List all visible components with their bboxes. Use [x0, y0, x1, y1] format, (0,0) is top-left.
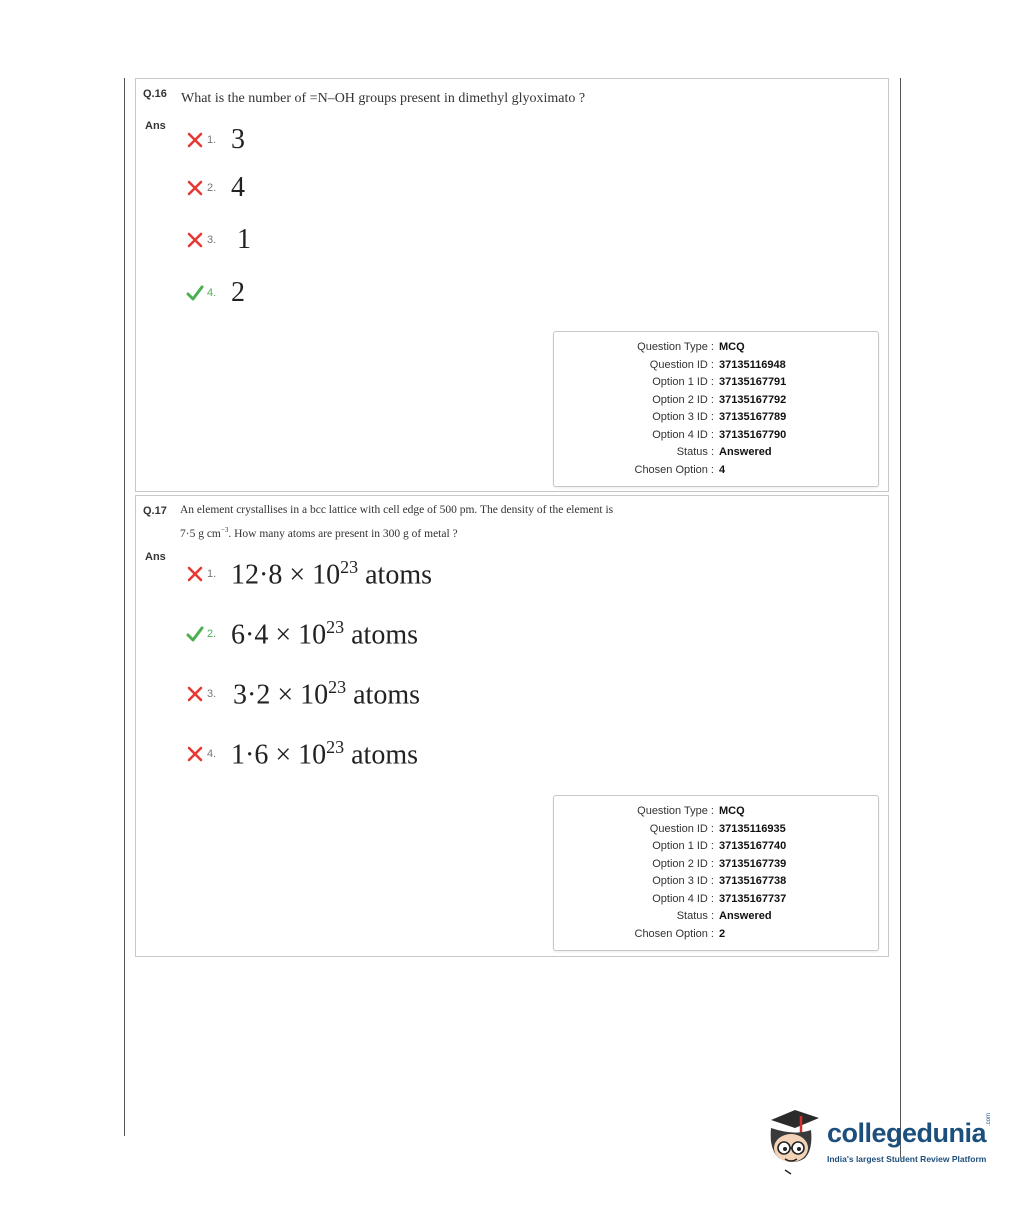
cross-mark-icon — [186, 565, 204, 583]
meta-value: 37135167737 — [719, 893, 787, 905]
question-meta-panel — [553, 795, 879, 951]
option-value — [231, 617, 418, 651]
meta-row — [554, 409, 878, 426]
option-exponent: 23 — [340, 556, 359, 577]
meta-key: Status : — [676, 910, 714, 922]
meta-row — [554, 803, 878, 820]
meta-row — [554, 444, 878, 461]
meta-key: Status : — [676, 446, 714, 458]
option-number: 1. — [207, 568, 217, 580]
option-mantissa: 6·4 × 10 — [231, 619, 327, 651]
meta-value: MCQ — [719, 341, 745, 353]
logo-dotcom: .com — [986, 1112, 992, 1126]
option-unit: atoms — [351, 619, 419, 651]
meta-value: 37135116948 — [719, 359, 786, 371]
option-mantissa: 1·6 × 10 — [231, 739, 327, 771]
meta-row — [554, 392, 878, 409]
question-card-17 — [135, 495, 889, 957]
meta-value: 37135167790 — [719, 429, 787, 441]
cross-mark-icon — [186, 745, 204, 763]
meta-key: Question ID : — [649, 823, 714, 835]
density-exponent: −3 — [220, 526, 229, 534]
meta-value: 2 — [719, 928, 726, 940]
logo-wordmark: collegedunia — [827, 1118, 987, 1148]
meta-row — [554, 891, 878, 908]
option-number: 4. — [207, 748, 217, 760]
meta-key: Question Type : — [637, 341, 714, 353]
meta-key: Chosen Option : — [634, 464, 714, 476]
cross-mark-icon — [186, 179, 204, 197]
option-number: 1. — [207, 134, 217, 146]
page-right-rule — [900, 78, 901, 1158]
meta-row — [554, 427, 878, 444]
check-mark-icon — [186, 625, 204, 643]
question-meta-panel — [553, 331, 879, 487]
collegedunia-logo[interactable] — [765, 1102, 995, 1182]
meta-row — [554, 374, 878, 391]
meta-row — [554, 357, 878, 374]
page-left-rule — [124, 78, 125, 1136]
meta-key: Option 3 ID : — [652, 875, 714, 887]
option-1 — [186, 123, 245, 157]
option-value: 3 — [231, 124, 245, 155]
option-exponent: 23 — [326, 616, 345, 637]
meta-row — [554, 821, 878, 838]
cross-mark-icon — [186, 685, 204, 703]
mascot-icon — [765, 1102, 823, 1176]
meta-key: Option 4 ID : — [652, 893, 714, 905]
option-value — [231, 737, 418, 771]
meta-key: Option 4 ID : — [652, 429, 714, 441]
meta-row — [554, 856, 878, 873]
density-value: 7·5 g cm — [180, 527, 221, 540]
option-mantissa: 12·8 × 10 — [231, 559, 341, 591]
meta-key: Option 1 ID : — [652, 376, 714, 388]
meta-row — [554, 873, 878, 890]
meta-key: Option 1 ID : — [652, 840, 714, 852]
option-value: 4 — [231, 172, 245, 203]
meta-value: Answered — [719, 910, 772, 922]
option-unit: atoms — [353, 679, 421, 711]
cross-mark-icon — [186, 231, 204, 249]
question-number: Q.17 — [143, 505, 167, 517]
meta-row — [554, 908, 878, 925]
option-value: 2 — [231, 277, 245, 308]
cross-mark-icon — [186, 131, 204, 149]
meta-value: 37135116935 — [719, 823, 786, 835]
meta-key: Chosen Option : — [634, 928, 714, 940]
option-unit: atoms — [365, 559, 433, 591]
option-4 — [186, 734, 418, 774]
meta-value: Answered — [719, 446, 772, 458]
logo-tagline: India's largest Student Review Platform — [827, 1154, 987, 1164]
option-number: 2. — [207, 182, 217, 194]
meta-value: 37135167738 — [719, 875, 787, 887]
question-number: Q.16 — [143, 88, 167, 100]
option-exponent: 23 — [328, 676, 347, 697]
question-text-rest: . How many atoms are present in 300 g of metal ? — [228, 527, 458, 540]
option-number: 3. — [207, 688, 217, 700]
option-number: 2. — [207, 628, 217, 640]
check-mark-icon — [186, 284, 204, 302]
meta-value: 4 — [719, 464, 726, 476]
option-number: 4. — [207, 287, 217, 299]
option-4 — [186, 276, 245, 310]
meta-key: Question ID : — [649, 359, 714, 371]
option-value — [233, 677, 420, 711]
meta-value: 37135167791 — [719, 376, 787, 388]
meta-value: MCQ — [719, 805, 745, 817]
answer-label: Ans — [145, 551, 166, 563]
question-text: What is the number of =N–OH groups present in dimethyl glyoximato ? — [181, 91, 586, 106]
option-value — [231, 557, 432, 591]
question-text-line-1: An element crystallises in a bcc lattice with cell edge of 500 pm. The density of the element is — [180, 504, 614, 516]
answer-label: Ans — [145, 120, 166, 132]
option-value: 1 — [237, 224, 251, 255]
meta-row — [554, 926, 878, 943]
option-unit: atoms — [351, 739, 419, 771]
meta-row — [554, 462, 878, 479]
question-text-line-2 — [180, 526, 458, 540]
meta-value: 37135167792 — [719, 394, 787, 406]
meta-row — [554, 838, 878, 855]
meta-key: Question Type : — [637, 805, 714, 817]
meta-value: 37135167789 — [719, 411, 787, 423]
question-card-16 — [135, 78, 889, 492]
option-2 — [186, 614, 418, 654]
meta-key: Option 3 ID : — [652, 411, 714, 423]
option-1 — [186, 554, 432, 594]
meta-value: 37135167739 — [719, 858, 787, 870]
meta-key: Option 2 ID : — [652, 858, 714, 870]
option-3 — [186, 674, 420, 714]
option-3 — [186, 223, 251, 257]
option-mantissa: 3·2 × 10 — [233, 679, 329, 711]
meta-value: 37135167740 — [719, 840, 787, 852]
option-exponent: 23 — [326, 736, 345, 757]
meta-key: Option 2 ID : — [652, 394, 714, 406]
meta-row — [554, 339, 878, 356]
option-2 — [186, 171, 245, 205]
option-number: 3. — [207, 234, 217, 246]
